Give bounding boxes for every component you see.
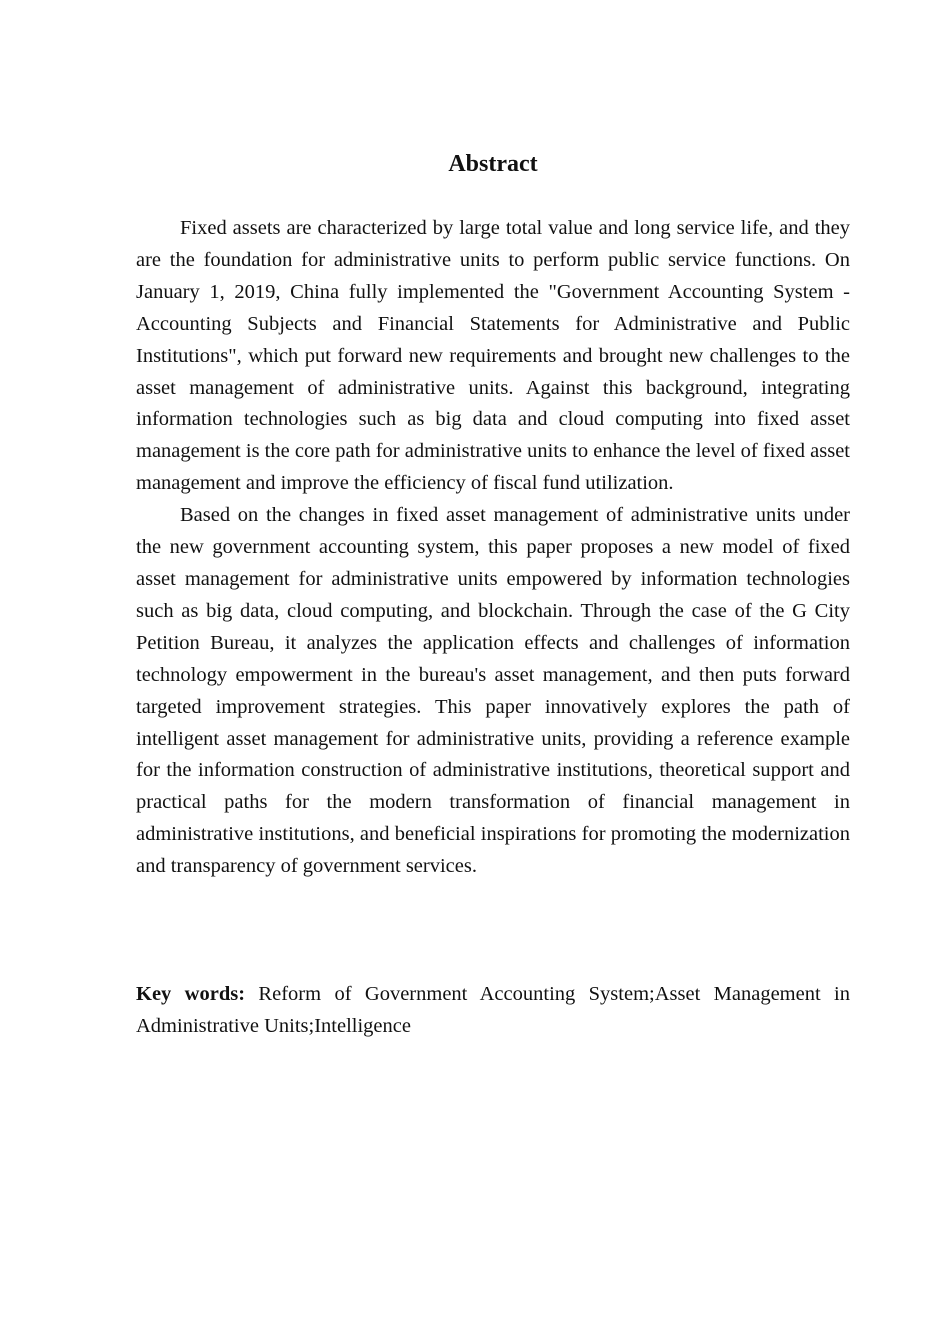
keywords-text: Reform of Government Accounting System;Asset Management in Administrative Units;Intelligence <box>136 983 850 1037</box>
keywords-label: Key words: <box>136 983 246 1005</box>
abstract-title: Abstract <box>448 151 538 177</box>
abstract-paragraph-2: Based on the changes in fixed asset management of administrative units under the new government accounting system, this paper proposes a new model of fixed asset management for administrative units empowered by information technologies such as big data, cloud computing, and blockchain. Through the case of the G City Petition Bureau, it analyzes the application effects and challenges of information technology empowerment in the bureau's asset management, and then puts forward targeted improvement strategies. This paper innovatively explores the path of intelligent asset management for administrative units, providing a reference example for the information construction of administrative institutions, theoretical support and practical paths for the modern transformation of financial management in administrative institutions, and beneficial inspirations for promoting the modernization and transparency of government services. <box>136 504 850 878</box>
abstract-paragraph-1: Fixed assets are characterized by large total value and long service life, and they are the foundation for administrative units to perform public service functions. On January 1, 2019, China fully implemented the "Government Accounting System - Accounting Subjects and Financial Statements for Administrative and Public Institutions", which put forward new requirements and brought new challenges to the asset management of administrative units. Against this background, integrating information technologies such as big data and cloud computing into fixed asset management is the core path for administrative units to enhance the level of fixed asset management and improve the efficiency of fiscal fund utilization. <box>136 217 850 495</box>
abstract-body <box>136 213 850 883</box>
keywords-line <box>136 979 850 1043</box>
